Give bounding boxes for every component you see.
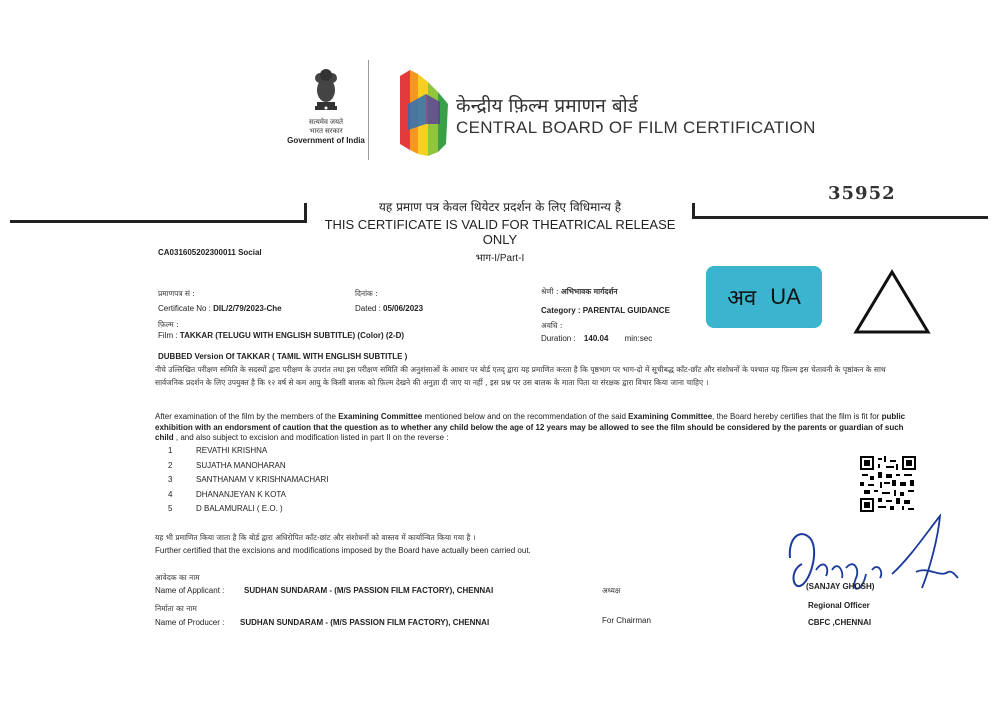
emblem-motto: सत्यमेव जयते	[308, 119, 344, 126]
date-hindi-label: दिनांक :	[355, 289, 378, 298]
list-item: 1 REVATHI KRISHNA	[168, 446, 268, 455]
list-item: 5 D BALAMURALI ( E.O. )	[168, 504, 283, 513]
applicant-hindi-label: आवेदक का नाम	[155, 573, 200, 582]
lion-capital-icon	[311, 68, 341, 116]
dubbed-line: DUBBED Version Of TAKKAR ( TAMIL WITH ENGLISH SUBTITLE )	[158, 352, 408, 361]
rating-hindi: अव	[727, 286, 757, 311]
category-hindi-value: अभिभावक मार्गदर्शन	[560, 287, 618, 296]
banner-rule-left	[10, 220, 306, 223]
emblem-country: भारत सरकार	[309, 128, 343, 135]
header-divider	[368, 60, 369, 160]
emblem-government: Government of India	[287, 136, 365, 145]
cert-text-part-4: , and also subject to excision and modification listed in part II on the reverse :	[173, 433, 449, 442]
producer-label: Name of Producer :	[155, 618, 225, 627]
producer-value: SUDHAN SUNDARAM - (M/S PASSION FILM FACTORY), CHENNAI	[240, 618, 490, 627]
chairman-hindi: अध्यक्ष	[602, 586, 621, 595]
cert-text-bold-1: Examining Committee	[338, 412, 423, 421]
signatory-title: Regional Officer	[808, 601, 870, 610]
list-item: 3 SANTHANAM V KRISHNAMACHARI	[168, 475, 329, 484]
signatory-office: CBFC ,CHENNAI	[808, 618, 872, 627]
cbfc-logo-icon	[396, 64, 452, 160]
cert-no-hindi-label: प्रमाणपत्र सं :	[158, 289, 195, 298]
cert-text-part-2: mentioned below and on the recommendation of the said	[422, 412, 629, 421]
duration-value: 140.04	[583, 334, 609, 343]
english-certification-text	[155, 412, 915, 444]
banner-tick-left	[304, 203, 307, 223]
warning-triangle-icon	[852, 268, 932, 336]
category-label: Category :	[541, 306, 581, 315]
board-name-hindi: केन्द्रीय फ़िल्म प्रमाणन बोर्ड	[456, 95, 638, 117]
validity-hindi: यह प्रमाण पत्र केवल थियेटर प्रदर्शन के लिए विधिमान्य है	[378, 200, 622, 214]
state-emblem	[283, 68, 369, 145]
serial-number: 35952	[828, 183, 896, 204]
date-value: 05/06/2023	[383, 304, 424, 313]
validity-banner	[308, 198, 692, 264]
duration-label: Duration :	[541, 334, 576, 343]
list-item: 2 SUJATHA MANOHARAN	[168, 460, 286, 470]
qr-code-icon	[860, 456, 916, 512]
duration-unit: min:sec	[624, 334, 653, 343]
cert-text-part-1: After examination of the film by the members of the	[155, 412, 339, 421]
cert-no-value: DIL/2/79/2023-Che	[213, 304, 282, 313]
banner-rule-right	[692, 216, 988, 219]
signatory-name: (SANJAY GHOSH)	[806, 582, 875, 591]
for-chairman: For Chairman	[602, 616, 651, 625]
date-label: Dated :	[355, 304, 381, 313]
rating-english: UA	[770, 284, 801, 309]
cert-text-bold-2: Examining Committee	[628, 412, 713, 421]
category-value: PARENTAL GUIDANCE	[582, 306, 670, 315]
film-label: Film :	[158, 331, 178, 340]
cert-text-part-3: , the Board hereby certifies that the film is fit for	[712, 412, 882, 421]
applicant-value: SUDHAN SUNDARAM - (M/S PASSION FILM FACTORY), CHENNAI	[244, 586, 494, 595]
list-item: 4 DHANANJEYAN K KOTA	[168, 489, 286, 499]
banner-tick-right	[692, 203, 695, 219]
committee-list	[168, 446, 328, 519]
applicant-label: Name of Applicant :	[155, 586, 225, 595]
rating-badge	[706, 266, 822, 328]
duration-hindi-label: अवधि :	[541, 321, 563, 330]
reference-code: CA031605202300011 Social	[158, 248, 262, 257]
further-certified-english: Further certified that the excisions and modifications imposed by the Board have actually been carried out.	[155, 546, 531, 555]
validity-english: THIS CERTIFICATE IS VALID FOR THEATRICAL RELEASE ONLY	[324, 217, 676, 247]
further-certified-hindi: यह भी प्रमाणित किया जाता है कि बोर्ड द्वारा अधिरोपित काँट-छांट और संशोधनों को वास्तव में कार्यान्वित किया गया है ।	[155, 533, 476, 542]
validity-part: भाग-I/Part-I	[475, 253, 525, 264]
film-hindi-label: फ़िल्म :	[158, 320, 179, 329]
board-name-english: CENTRAL BOARD OF FILM CERTIFICATION	[456, 118, 816, 137]
film-value: TAKKAR (TELUGU WITH ENGLISH SUBTITLE) (Color) (2-D)	[179, 331, 405, 340]
cert-no-label: Certificate No :	[158, 304, 211, 313]
signature-icon	[780, 508, 960, 608]
hindi-certification-text: नीचे उल्लिखित परीक्षण समिति के सदस्यों द्वारा परीक्षण के उपरांत तथा इस परीक्षण समिति की अनुशंसाओं के आधार पर बोर्ड एतद् द्वारा यह प्रमाणित करता है कि पृष्ठभाग पर भाग-दो में सूचीबद्ध काँट-छाँट और संशोधनों के पश्चात यह फ़िल्म इस चेतावनी के पृष्ठांकन के साथ सार्वजनिक प्रदर्शन के लिए उपयुक्त है कि १२ वर्ष से कम आयु के किसी बालक को फ़िल्म देखने की अनुज्ञा दी जाए या नहीं , इस प्रश्न पर उस बालक के माता पिता या संरक्षक द्वारा विचार किया जाना चाहिए ।	[155, 365, 886, 387]
cert-text-bold-3: public exhibition with an endorsment of caution that the question as to whether any child below the age of 12 years may be allowed to see the film should be considered by the parents or guardian of such child	[155, 412, 906, 442]
category-hindi-label: श्रेणी :	[541, 287, 559, 296]
producer-hindi-label: निर्माता का नाम	[155, 604, 197, 613]
